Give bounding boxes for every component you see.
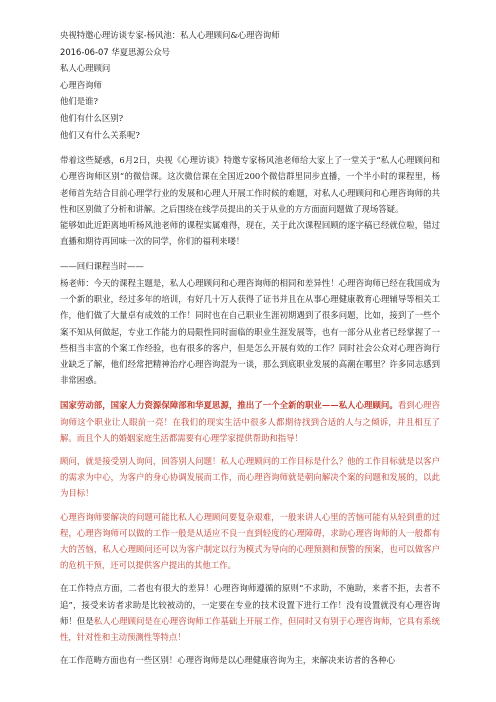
paragraph-lecture: 杨老师：今天的课程主题是，私人心理顾问和心理咨询师的相同和差异性！心理咨询师已经在我国成为一个新的职业，经过多年的培训，有好几十万人获得了证书并且在从事心理健康教育心理辅导等相关工作，他们做了大量卓有成效的工作！同时也在自己职业生涯初期遇到了很多问题，比如，接到了一些个案不知从何做起，专业工作能力的局限性同时面临的职业生涯发展等，也有一部分从业者已经掌握了一些相当丰富的个案工作经验，也有很多的客户，但是怎么开展有效的工作？同时社会公众对心理咨询行业缺乏了解，他们经常把精神治疗心理咨询混为一谈，那么到底职业发展的高潮在哪里？许多同志感到非常困惑。 xyxy=(60,277,440,386)
article-meta xyxy=(60,44,440,61)
work-features-text: 在工作特点方面，二者也有很大的差异！心理咨询师遵循的原则“不求助，不施助，来者不拒，去者不追”，接受来访者求助是比较被动的，一定要在专业的技术设置下进行工作！没有设置就没有心理咨询师！但是 xyxy=(60,583,440,626)
intro-line-2: 心理咨询师 xyxy=(60,79,102,90)
publish-date: 2016-06-07 xyxy=(60,46,109,57)
paragraph-counselor-scope: 心理咨询师要解决的问题可能比私人心理顾问要复杂艰难，一般来讲人心里的苦恼可能有从轻到重的过程，心理咨询师可以做的工作一般是从适应不良一直到轻度的心理障碍，求助心理咨询师的人一般都有大的苦恼，私人心理顾问还可以为客户制定以行为模式为导向的心理预测和预警的预案，也可以做客户的危机干预，还可以提供客户提出的其他工作。 xyxy=(60,511,440,571)
source-label: 华夏思源公众号 xyxy=(111,46,170,57)
paragraph-work-features xyxy=(60,580,440,645)
section-header: ——回归课程当时—— xyxy=(60,261,144,272)
document-page xyxy=(60,27,440,668)
intro-line-1: 私人心理顾问 xyxy=(60,63,111,74)
paragraph-intro: 带着这些疑惑，6月2日，央视《心理访谈》特邀专家杨风池老师给大家上了一堂关于“私人心理顾问和心理咨询师区别”的微信课。这次微信课在全国近200个微信群里同步直播，一个半小时的课程里，杨老师首先结合目前心理学行业的发展和心理人开展工作时候的难题，对私人心理顾问和心理咨询师的共性和区别做了分析和讲解。之后围绕在线学员提出的关于从业的方方面面问题做了现场答疑。 xyxy=(60,155,440,214)
new-career-text: 看到心理咨询师这个职业让人眼前一亮！在我们的现实生活中很多人都期待找到合适的人与之倾诉，并且相互了解。而且个人的婚姻家庭生活都需要有心理学家提供帮助和指导！ xyxy=(60,400,441,443)
intro-line-5: 他们又有什么关系呢? xyxy=(60,129,140,140)
intro-line-4: 他们有什么区别? xyxy=(60,112,124,123)
article-title: 央视特邀心理访谈专家-杨风池：私人心理顾问&心理咨询师 xyxy=(60,30,280,40)
intro-line-3: 他们是谁? xyxy=(60,96,98,107)
paragraph-new-career xyxy=(60,397,440,446)
paragraph-welfare: 能够如此近距离地听杨风池老师的课程实属难得，现在，关于此次课程回顾的逐字稿已经就位啦，错过直播和期待再回味一次的同学，你们的福利来喽！ xyxy=(60,219,440,247)
paragraph-advisor-goal: 顾问，就是接受别人询问，回答别人问题！私人心理顾问的工作目标是什么？他的工作目标就是以客户的需求为中心，为客户的身心协调发展而工作，而心理咨询师就是朝向解决个案的问题和发展的，以此为目标！ xyxy=(60,456,440,499)
new-career-headline: 国家劳动部，国家人力资源保障部和华夏思源，推出了一个全新的职业——私人心理顾问。 xyxy=(60,400,398,411)
paragraph-work-scope: 在工作范畴方面也有一些区别！心理咨询师是以心理健康咨询为主，来解决来访者的各种心 xyxy=(60,655,395,666)
work-features-highlight: 私人心理顾问是在心理咨询师工作基础上开展工作，但同时又有别于心理咨询师，它具有系统性，针对性和主动预测性等特点！ xyxy=(60,615,441,643)
